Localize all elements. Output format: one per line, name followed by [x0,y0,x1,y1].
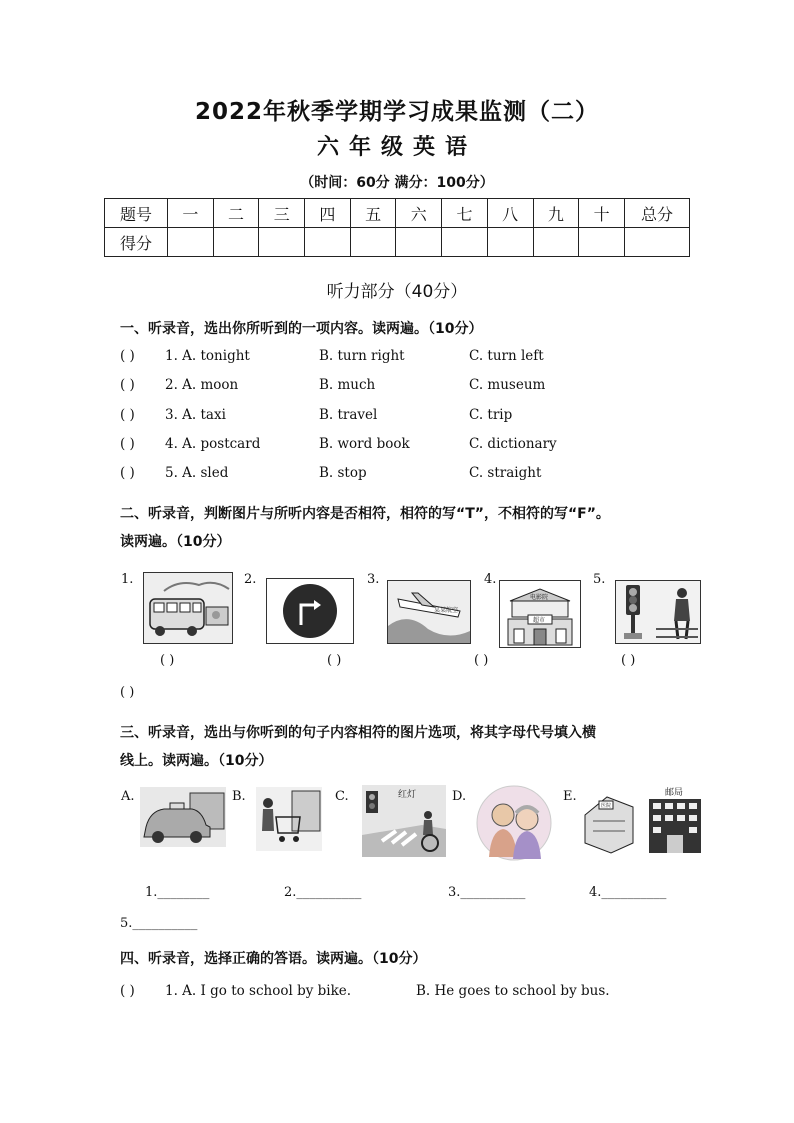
option-b: B. stop [319,465,367,481]
score-cell[interactable] [213,228,259,257]
answer-paren[interactable]: ( ) [160,653,175,668]
answer-paren[interactable]: ( ) [120,436,135,452]
post-office-icon [583,785,705,857]
score-cell[interactable] [533,228,579,257]
option-b: B. travel [319,407,378,423]
table-cell: 八 [487,199,533,228]
answer-paren[interactable]: ( ) [120,465,135,481]
option-c: C. dictionary [469,436,557,452]
answer-blank[interactable]: 2.__________ [284,885,362,900]
building-icon [500,581,580,647]
picture-number: 4. [484,572,497,587]
score-cell[interactable] [168,228,214,257]
bus-picture [143,572,233,644]
bus-icon [144,573,232,643]
score-cell[interactable] [396,228,442,257]
answer-paren[interactable]: ( ) [120,685,135,700]
table-cell: 二 [213,199,259,228]
option-b: B. He goes to school by bus. [416,983,610,999]
table-cell: 一 [168,199,214,228]
part4-heading: 四、听录音，选择正确的答语。读两遍。（10分） [120,951,427,967]
answer-paren[interactable]: ( ) [120,983,135,999]
score-table-score-row [105,228,690,257]
table-cell: 三 [259,199,305,228]
part3-heading-line1: 三、听录音，选出与你听到的句子内容相符的图片选项，将其字母代号填入横 [120,725,596,741]
option-c: C. turn left [469,348,544,364]
option-letter: C. [335,789,349,804]
option-letter: E. [563,789,577,804]
answer-paren[interactable]: ( ) [474,653,489,668]
option-c: C. straight [469,465,542,481]
table-cell: 四 [305,199,351,228]
table-cell: 得分 [105,228,168,257]
turn-right-sign-picture [266,578,354,644]
answer-blank[interactable]: 3.__________ [448,885,526,900]
score-table-header-row [105,199,690,228]
score-cell[interactable] [579,228,625,257]
option-b: B. much [319,377,376,393]
option-c: C. trip [469,407,513,423]
option-a: 2. A. moon [165,377,239,393]
score-cell[interactable] [305,228,351,257]
answer-blank[interactable]: 5.__________ [120,916,198,931]
answer-paren[interactable]: ( ) [327,653,342,668]
plane-icon [388,581,470,643]
answer-paren[interactable]: ( ) [120,377,135,393]
table-cell: 九 [533,199,579,228]
picture-number: 1. [121,572,134,587]
table-cell: 六 [396,199,442,228]
option-a: 1. A. tonight [165,348,250,364]
option-a: 1. A. I go to school by bike. [165,983,352,999]
table-cell: 五 [350,199,396,228]
score-cell[interactable] [442,228,488,257]
part3-heading-line2: 线上。读两遍。（10分） [120,753,273,769]
section-title: 听力部分（40分） [326,282,468,302]
shopping-cart-icon [256,787,322,851]
option-letter: A. [121,789,135,804]
table-cell: 七 [442,199,488,228]
cinema-sign-text: 电影院 [530,594,549,601]
grandparents-icon [475,785,553,861]
part2-heading-line2: 读两遍。（10分） [120,534,231,550]
exam-title: 2022年秋季学期学习成果监测（二） [194,99,599,125]
hospital-sign-text: 医院 [601,803,612,809]
table-cell: 十 [579,199,625,228]
traffic-light-picture [615,580,701,644]
plane-text: 某某航空 [434,607,459,614]
score-cell[interactable] [259,228,305,257]
option-a: 5. A. sled [165,465,229,481]
score-table [104,198,690,257]
picture-number: 5. [593,572,606,587]
crosswalk-icon [362,785,446,857]
option-letter: B. [232,789,246,804]
plane-picture [387,580,471,644]
option-a: 3. A. taxi [165,407,226,423]
answer-paren[interactable]: ( ) [120,348,135,364]
answer-blank[interactable]: 4.__________ [589,885,667,900]
shopping-picture [256,787,322,851]
post-office-label: 邮局 [665,788,684,798]
taxi-picture [140,787,226,847]
part2-heading-line1: 二、听录音，判断图片与所听内容是否相符，相符的写“T”，不相符的写“F”。 [120,506,610,522]
table-cell: 总分 [625,199,690,228]
picture-number: 2. [244,572,257,587]
answer-paren[interactable]: ( ) [120,407,135,423]
turn-right-sign-icon [267,579,353,643]
answer-paren[interactable]: ( ) [621,653,636,668]
cinema-supermarket-picture [499,580,581,648]
red-light-picture [362,785,446,857]
score-cell[interactable] [487,228,533,257]
supermarket-sign-text: 超市 [533,617,546,624]
option-b: B. turn right [319,348,405,364]
exam-subtitle: 六年级英语 [316,135,477,160]
score-cell[interactable] [625,228,690,257]
hospital-post-office-picture [583,785,705,857]
picture-number: 3. [367,572,380,587]
table-cell: 题号 [105,199,168,228]
part1-heading: 一、听录音，选出你所听到的一项内容。读两遍。（10分） [120,321,483,337]
option-letter: D. [452,789,467,804]
exam-info: （时间：60分 满分：100分） [300,175,494,191]
option-b: B. word book [319,436,410,452]
taxi-icon [140,787,226,847]
traffic-light-icon [616,581,700,643]
answer-blank[interactable]: 1.________ [145,885,210,900]
option-c: C. museum [469,377,546,393]
grandparents-picture [475,785,553,861]
option-a: 4. A. postcard [165,436,261,452]
score-cell[interactable] [350,228,396,257]
red-light-label: 红灯 [398,790,417,800]
